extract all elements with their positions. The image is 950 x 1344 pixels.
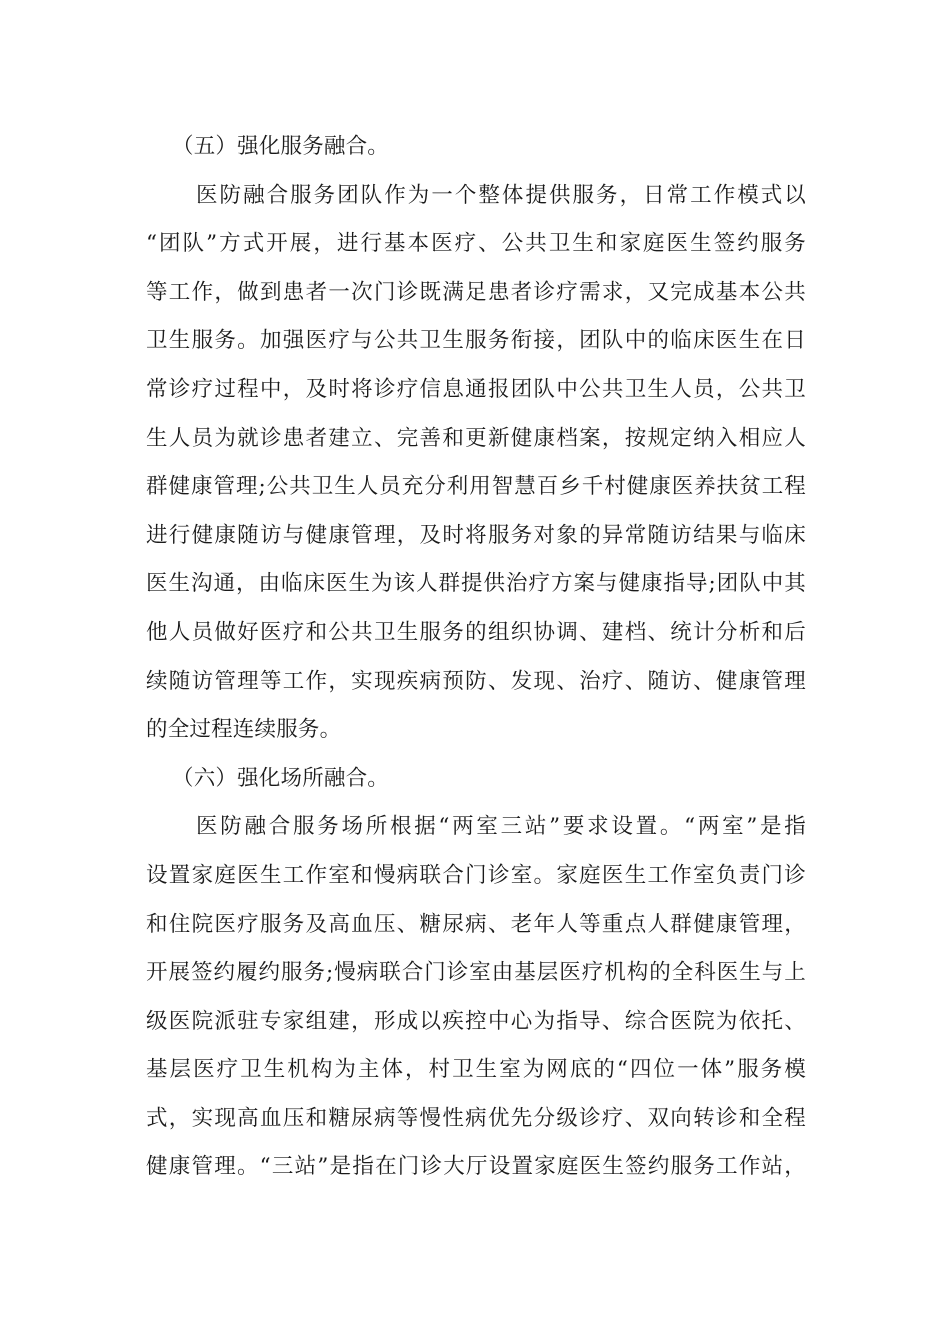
paragraph-line: 开展签约履约服务;慢病联合门诊室由基层医疗机构的全科医生与上 — [146, 960, 806, 986]
paragraph-line: 生人员为就诊患者建立、完善和更新健康档案，按规定纳入相应人 — [146, 425, 806, 451]
paragraph-line: 设置家庭医生工作室和慢病联合门诊室。家庭医生工作室负责门诊 — [146, 862, 806, 888]
paragraph-line: 的全过程连续服务。 — [146, 717, 342, 743]
paragraph-line: “团队”方式开展，进行基本医疗、公共卫生和家庭医生签约服务 — [146, 231, 806, 257]
paragraph-line: 群健康管理;公共卫生人员充分利用智慧百乡千村健康医养扶贫工程 — [146, 474, 806, 500]
section-heading-6: （六）强化场所融合。 — [172, 765, 390, 791]
paragraph-line: 常诊疗过程中，及时将诊疗信息通报团队中公共卫生人员，公共卫 — [146, 376, 806, 402]
paragraph-line: 进行健康随访与健康管理，及时将服务对象的异常随访结果与临床 — [146, 522, 806, 548]
paragraph-line: 式，实现高血压和糖尿病等慢性病优先分级诊疗、双向转诊和全程 — [146, 1105, 806, 1131]
section-heading-5: （五）强化服务融合。 — [172, 134, 390, 159]
paragraph-line: 等工作，做到患者一次门诊既满足患者诊疗需求，又完成基本公共 — [146, 279, 806, 305]
paragraph-line: 他人员做好医疗和公共卫生服务的组织协调、建档、统计分析和后 — [146, 619, 806, 645]
paragraph-line: 续随访管理等工作，实现疾病预防、发现、治疗、随访、健康管理 — [146, 668, 806, 694]
paragraph-line: 和住院医疗服务及高血压、糖尿病、老年人等重点人群健康管理， — [146, 911, 806, 937]
paragraph-line: 健康管理。“三站”是指在门诊大厅设置家庭医生签约服务工作站， — [146, 1154, 806, 1180]
paragraph-line: 基层医疗卫生机构为主体，村卫生室为网底的“四位一体”服务模 — [146, 1057, 806, 1083]
document-body — [146, 123, 806, 1192]
paragraph-line: 级医院派驻专家组建，形成以疾控中心为指导、综合医院为依托、 — [146, 1008, 806, 1034]
paragraph-line: 卫生服务。加强医疗与公共卫生服务衔接，团队中的临床医生在日 — [146, 328, 806, 354]
paragraph-line: 医防融合服务场所根据“两室三站”要求设置。“两室”是指 — [196, 814, 806, 840]
paragraph-line: 医生沟通，由临床医生为该人群提供治疗方案与健康指导;团队中其 — [146, 571, 806, 597]
paragraph-line: 医防融合服务团队作为一个整体提供服务，日常工作模式以 — [196, 182, 806, 208]
